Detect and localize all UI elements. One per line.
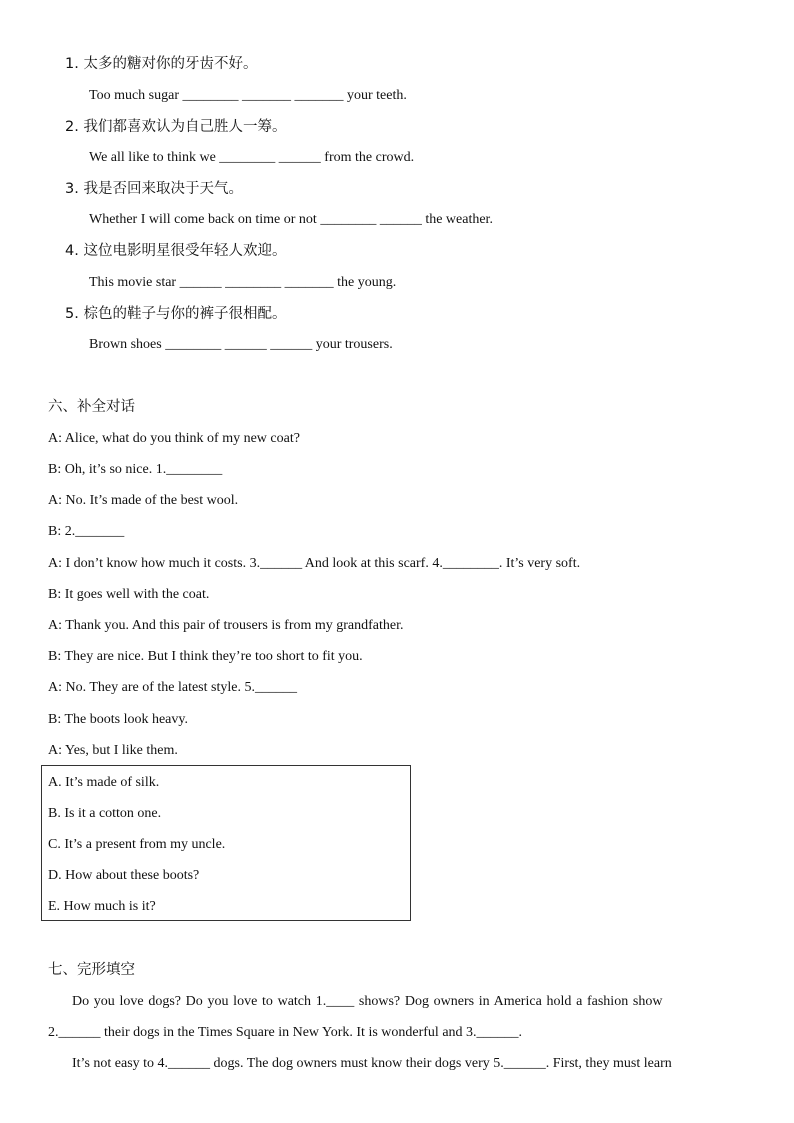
option-a: A. It’s made of silk.: [48, 775, 160, 790]
dialogue-line: A: I don’t know how much it costs. 3.______ And look at this scarf. 4.________. It’s very soft.: [48, 556, 581, 571]
translation-item-3-sentence: Whether I will come back on time or not ________ ______ the weather.: [89, 212, 493, 227]
dialogue-line: A: Thank you. And this pair of trousers is from my grandfather.: [48, 618, 404, 633]
dialogue-line: B: The boots look heavy.: [48, 712, 188, 727]
translation-item-4-prompt: 4. 这位电影明星很受年轻人欢迎。: [65, 243, 287, 259]
dialogue-line: B: It goes well with the coat.: [48, 587, 210, 602]
section-6-heading: 六、补全对话: [48, 399, 135, 415]
section-7-heading: 七、完形填空: [48, 962, 135, 978]
translation-item-5-prompt: 5. 棕色的鞋子与你的裤子很相配。: [65, 306, 287, 322]
dialogue-line: B: They are nice. But I think they’re too short to fit you.: [48, 649, 363, 664]
translation-item-3-prompt: 3. 我是否回来取决于天气。: [65, 181, 243, 197]
option-b: B. Is it a cotton one.: [48, 806, 162, 821]
dialogue-line: B: 2._______: [48, 524, 125, 539]
option-e: E. How much is it?: [48, 899, 156, 914]
dialogue-line: A: No. It’s made of the best wool.: [48, 493, 239, 508]
dialogue-line: A: Alice, what do you think of my new coat?: [48, 431, 300, 446]
translation-item-2-prompt: 2. 我们都喜欢认为自己胜人一筹。: [65, 119, 287, 135]
translation-item-1-sentence: Too much sugar ________ _______ _______ your teeth.: [89, 88, 407, 103]
dialogue-line: A: Yes, but I like them.: [48, 743, 178, 758]
cloze-line: Do you love dogs? Do you love to watch 1.____ shows? Dog owners in America hold a fashion show: [72, 994, 663, 1009]
translation-item-4-sentence: This movie star ______ ________ _______ the young.: [89, 275, 397, 290]
option-d: D. How about these boots?: [48, 868, 200, 883]
translation-item-2-sentence: We all like to think we ________ ______ from the crowd.: [89, 150, 415, 165]
option-c: C. It’s a present from my uncle.: [48, 837, 226, 852]
cloze-line: 2.______ their dogs in the Times Square in New York. It is wonderful and 3.______.: [48, 1025, 523, 1040]
translation-item-1-prompt: 1. 太多的糖对你的牙齿不好。: [65, 56, 258, 72]
cloze-line: It’s not easy to 4.______ dogs. The dog owners must know their dogs very 5.______. First, they must learn: [72, 1056, 672, 1071]
dialogue-line: A: No. They are of the latest style. 5.______: [48, 680, 297, 695]
dialogue-line: B: Oh, it’s so nice. 1.________: [48, 462, 223, 477]
translation-item-5-sentence: Brown shoes ________ ______ ______ your trousers.: [89, 337, 393, 352]
